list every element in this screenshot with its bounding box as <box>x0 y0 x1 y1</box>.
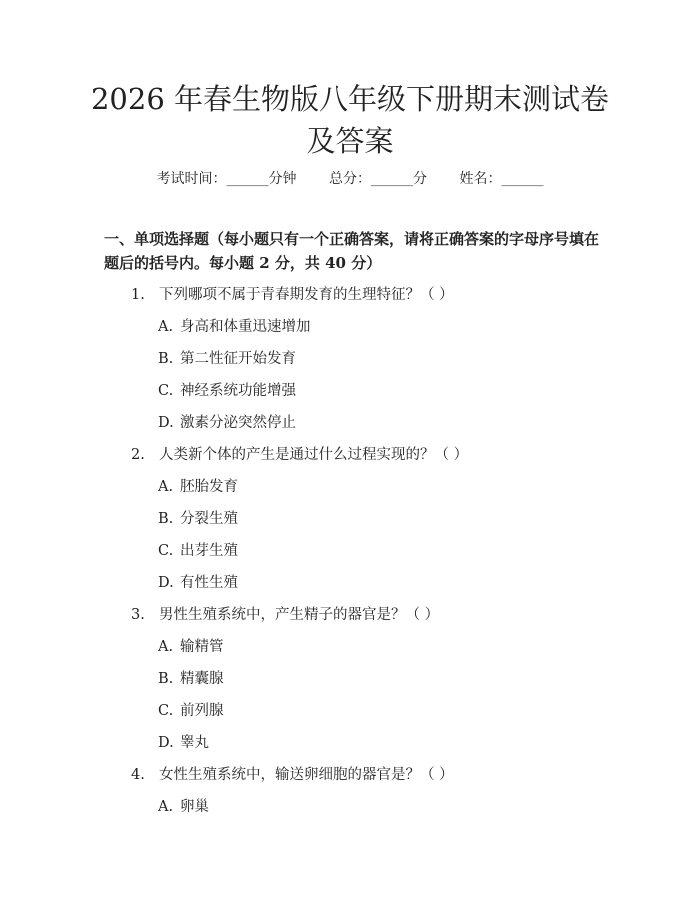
page-title: 2026 年春生物版八年级下册期末测试卷及答案 <box>90 82 610 158</box>
question-number: 4. <box>131 767 145 783</box>
question-4 <box>131 763 454 784</box>
exam-meta <box>0 168 700 188</box>
student-name-field: 姓名：______ <box>459 171 544 187</box>
question-number: 1. <box>131 287 145 303</box>
option-letter: A. <box>158 479 174 495</box>
question-text: 下列哪项不属于青春期发育的生理特征？（ ） <box>159 287 454 303</box>
option-text: 出芽生殖 <box>180 543 238 559</box>
question-text: 女性生殖系统中，输送卵细胞的器官是？（ ） <box>159 767 454 783</box>
option-letter: C. <box>158 543 174 559</box>
option-text: 第二性征开始发育 <box>180 351 296 367</box>
option-letter: C. <box>158 383 174 399</box>
option-text: 卵巢 <box>180 799 209 815</box>
option-2c <box>158 539 238 560</box>
option-letter: D. <box>158 575 174 591</box>
question-2 <box>131 443 468 464</box>
option-1b <box>158 347 296 368</box>
option-letter: D. <box>158 415 174 431</box>
option-text: 胚胎发育 <box>180 479 238 495</box>
option-letter: B. <box>158 671 174 687</box>
option-text: 身高和体重迅速增加 <box>180 319 311 335</box>
option-3c <box>158 699 224 720</box>
option-text: 有性生殖 <box>180 575 238 591</box>
option-2d <box>158 571 238 592</box>
total-score-field: 总分：______分 <box>329 171 427 187</box>
option-text: 睾丸 <box>180 735 209 751</box>
option-text: 激素分泌突然停止 <box>180 415 296 431</box>
question-text: 男性生殖系统中，产生精子的器官是？（ ） <box>159 607 440 623</box>
exam-time-field: 考试时间：______分钟 <box>156 171 297 187</box>
option-1c <box>158 379 296 400</box>
option-4a <box>158 795 209 816</box>
option-text: 精囊腺 <box>180 671 224 687</box>
option-letter: A. <box>158 319 174 335</box>
option-text: 输精管 <box>180 639 224 655</box>
option-3d <box>158 731 209 752</box>
option-letter: C. <box>158 703 174 719</box>
option-1a <box>158 315 311 336</box>
question-text: 人类新个体的产生是通过什么过程实现的？（ ） <box>159 447 469 463</box>
option-3a <box>158 635 224 656</box>
option-text: 分裂生殖 <box>180 511 238 527</box>
option-2a <box>158 475 238 496</box>
question-number: 2. <box>131 447 145 463</box>
option-2b <box>158 507 238 528</box>
option-letter: D. <box>158 735 174 751</box>
question-number: 3. <box>131 607 145 623</box>
option-letter: A. <box>158 639 174 655</box>
option-letter: B. <box>158 511 174 527</box>
option-1d <box>158 411 296 432</box>
option-letter: B. <box>158 351 174 367</box>
option-text: 神经系统功能增强 <box>180 383 296 399</box>
question-1 <box>131 283 454 304</box>
question-3 <box>131 603 439 624</box>
option-3b <box>158 667 224 688</box>
option-letter: A. <box>158 799 174 815</box>
option-text: 前列腺 <box>180 703 224 719</box>
section-heading: 一、单项选择题（每小题只有一个正确答案，请将正确答案的字母序号填在题后的括号内。每小题 2 分，共 40 分） <box>104 230 600 272</box>
